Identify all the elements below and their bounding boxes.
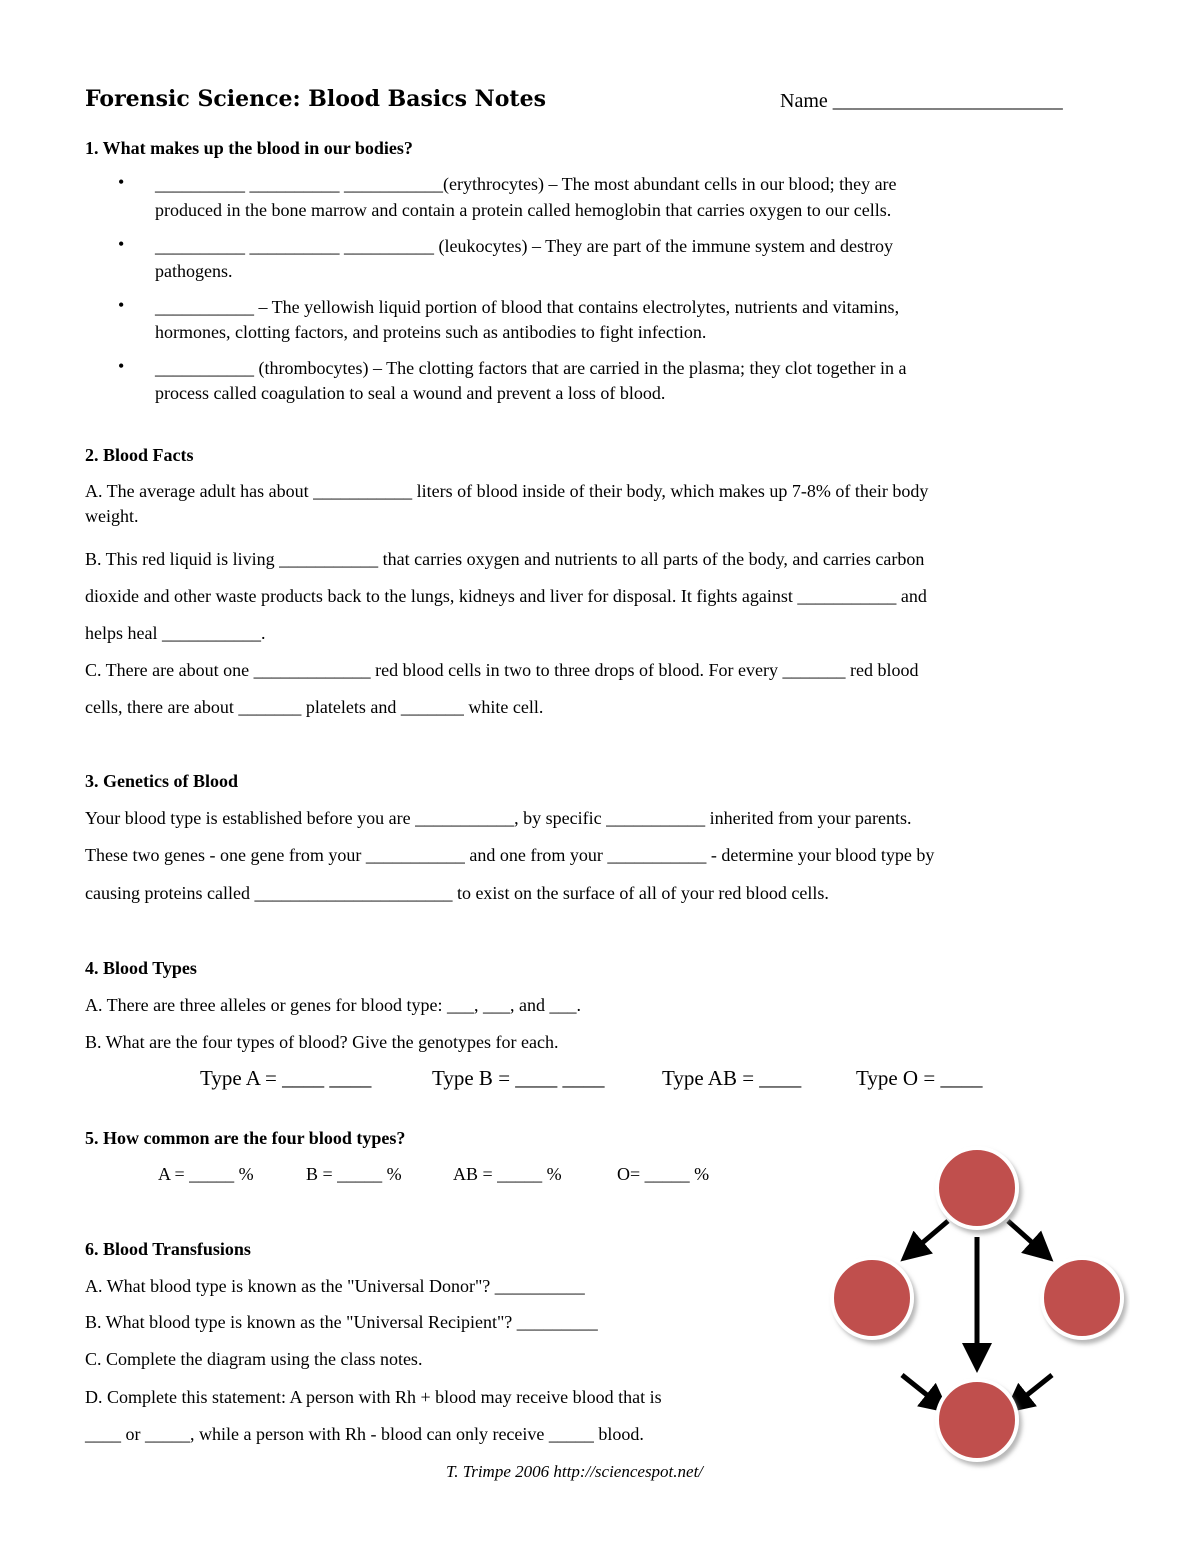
genetics-line-1: Your blood type is established before you are ___________, by specific ___________ inherited from your parents. (85, 808, 912, 828)
transfusion-a: A. What blood type is known as the "Universal Donor"? __________ (85, 1276, 585, 1296)
name-field: Name _______________________ (780, 90, 1063, 112)
footer-credit: T. Trimpe 2006 http://sciencespot.net/ (446, 1462, 704, 1481)
blood-facts-a-line-1: A. The average adult has about ___________ liters of blood inside of their body, which makes up 7-8% of their body (85, 481, 929, 501)
bullet-dot: • (118, 295, 125, 315)
type-b-genotype: Type B = ____ ____ (432, 1066, 605, 1090)
bullet-3-line-1: ___________ – The yellowish liquid portion of blood that contains electrolytes, nutrients and vitamins, (155, 297, 900, 317)
blood-facts-c-line-1: C. There are about one _____________ red blood cells in two to three drops of blood. For every _______ red blood (85, 660, 919, 680)
type-o-genotype: Type O = ____ (856, 1066, 983, 1090)
arrow-top-to-left (908, 1221, 948, 1255)
bullet-dot: • (118, 234, 125, 254)
section-1-heading: 1. What makes up the blood in our bodies? (85, 138, 413, 158)
transfusion-c: C. Complete the diagram using the class notes. (85, 1349, 423, 1369)
percent-b: B = _____ % (306, 1164, 402, 1184)
genetics-line-2: These two genes - one gene from your ___________ and one from your ___________ - determine your blood type by (85, 845, 935, 865)
blood-facts-b-line-2: dioxide and other waste products back to the lungs, kidneys and liver for disposal. It fights against ___________ and (85, 586, 927, 606)
blood-facts-c-line-2: cells, there are about _______ platelets and _______ white cell. (85, 697, 544, 717)
bullet-2-line-2: pathogens. (155, 261, 233, 281)
bullet-1-line-2: produced in the bone marrow and contain a protein called hemoglobin that carries oxygen to our cells. (155, 200, 892, 220)
bullet-dot: • (118, 172, 125, 192)
transfusion-b: B. What blood type is known as the "Universal Recipient"? _________ (85, 1312, 598, 1332)
blood-facts-b-line-3: helps heal ___________. (85, 623, 266, 643)
section-6-heading: 6. Blood Transfusions (85, 1239, 251, 1259)
transfusion-d-line-1: D. Complete this statement: A person with Rh + blood may receive blood that is (85, 1387, 662, 1407)
section-3-heading: 3. Genetics of Blood (85, 771, 238, 791)
blood-type-circle-top (937, 1148, 1017, 1228)
transfusion-d-line-2: ____ or _____, while a person with Rh - blood can only receive _____ blood. (85, 1424, 644, 1444)
type-ab-genotype: Type AB = ____ (662, 1066, 802, 1090)
percent-ab: AB = _____ % (453, 1164, 562, 1184)
blood-types-b: B. What are the four types of blood? Give the genotypes for each. (85, 1032, 559, 1052)
percent-a: A = _____ % (158, 1164, 254, 1184)
transfusion-diagram (820, 1145, 1130, 1475)
blood-type-circle-right (1042, 1258, 1122, 1338)
blood-facts-a-line-2: weight. (85, 506, 139, 526)
blood-facts-b-line-1: B. This red liquid is living ___________ that carries oxygen and nutrients to all parts of the body, and carries carbon (85, 549, 925, 569)
arrow-left-to-bottom (902, 1375, 942, 1407)
blood-types-a: A. There are three alleles or genes for blood type: ___, ___, and ___. (85, 995, 582, 1015)
bullet-2-line-1: __________ __________ __________ (leukocytes) – They are part of the immune system and destroy (155, 236, 894, 256)
bullet-dot: • (118, 356, 125, 376)
blood-type-circle-left (832, 1258, 912, 1338)
arrow-right-to-bottom (1012, 1375, 1052, 1407)
section-2-heading: 2. Blood Facts (85, 445, 194, 465)
blood-type-circle-bottom (937, 1380, 1017, 1460)
section-4-heading: 4. Blood Types (85, 958, 197, 978)
bullet-3-line-2: hormones, clotting factors, and proteins such as antibodies to fight infection. (155, 322, 707, 342)
section-5-heading: 5. How common are the four blood types? (85, 1128, 406, 1148)
arrow-top-to-right (1008, 1221, 1046, 1255)
page-title: Forensic Science: Blood Basics Notes (85, 86, 546, 112)
percent-o: O= _____ % (617, 1164, 710, 1184)
bullet-4-line-1: ___________ (thrombocytes) – The clotting factors that are carried in the plasma; they clot together in a (155, 358, 907, 378)
bullet-4-line-2: process called coagulation to seal a wound and prevent a loss of blood. (155, 383, 666, 403)
genetics-line-3: causing proteins called ______________________ to exist on the surface of all of your red blood cells. (85, 883, 829, 903)
type-a-genotype: Type A = ____ ____ (200, 1066, 372, 1090)
bullet-1-line-1: __________ __________ ___________(erythrocytes) – The most abundant cells in our blood; they are (155, 174, 897, 194)
